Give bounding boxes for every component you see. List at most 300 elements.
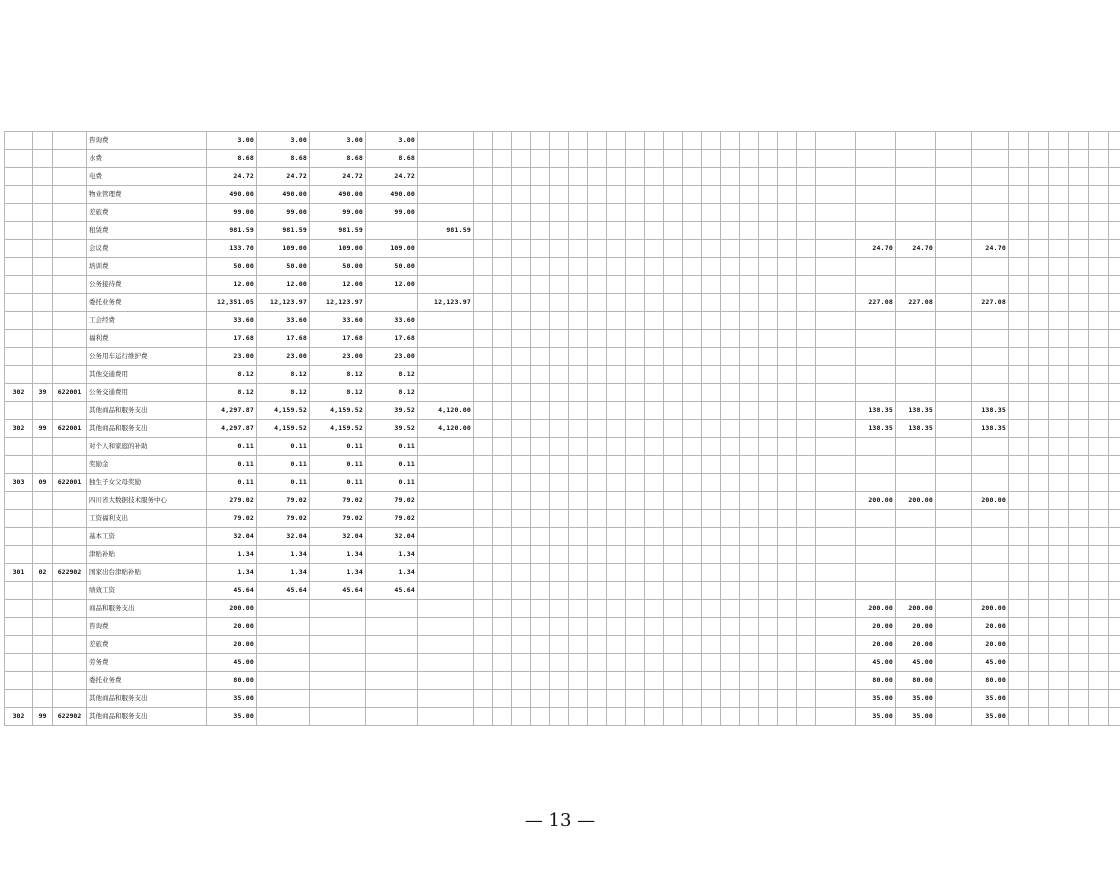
amount-cell xyxy=(512,276,531,294)
amount-cell xyxy=(721,132,740,150)
amount-cell xyxy=(1089,186,1109,204)
amount-cell xyxy=(550,186,569,204)
amount-cell xyxy=(474,330,493,348)
amount-cell xyxy=(664,582,683,600)
amount-cell xyxy=(418,690,474,708)
class-code-cell xyxy=(5,402,33,420)
amount-cell xyxy=(759,438,778,456)
unit-code-cell xyxy=(53,294,87,312)
amount-cell xyxy=(1109,150,1120,168)
amount-cell xyxy=(531,492,550,510)
unit-code-cell xyxy=(53,654,87,672)
amount-cell: 50.00 xyxy=(207,258,257,276)
amount-cell xyxy=(1029,456,1049,474)
amount-cell: 1.34 xyxy=(207,564,257,582)
amount-cell: 12.00 xyxy=(310,276,366,294)
amount-cell xyxy=(856,510,896,528)
budget-table-body xyxy=(5,132,1120,726)
amount-cell xyxy=(721,636,740,654)
amount-cell xyxy=(1009,456,1029,474)
amount-cell: 0.11 xyxy=(366,438,418,456)
amount-cell xyxy=(778,564,797,582)
amount-cell xyxy=(531,690,550,708)
amount-cell: 279.02 xyxy=(207,492,257,510)
amount-cell xyxy=(1049,348,1069,366)
amount-cell xyxy=(512,654,531,672)
amount-cell xyxy=(936,168,972,186)
amount-cell xyxy=(1049,186,1069,204)
amount-cell xyxy=(797,618,816,636)
unit-code-cell xyxy=(53,600,87,618)
amount-cell: 50.00 xyxy=(257,258,310,276)
item-name-cell: 其他商品和服务支出 xyxy=(87,690,207,708)
amount-cell xyxy=(569,348,588,366)
amount-cell xyxy=(474,240,493,258)
amount-cell xyxy=(1009,168,1029,186)
amount-cell xyxy=(418,204,474,222)
amount-cell xyxy=(721,330,740,348)
amount-cell xyxy=(721,276,740,294)
amount-cell xyxy=(936,258,972,276)
amount-cell xyxy=(1029,618,1049,636)
amount-cell: 12.00 xyxy=(207,276,257,294)
amount-cell xyxy=(1109,420,1120,438)
amount-cell xyxy=(588,528,607,546)
amount-cell xyxy=(1029,546,1049,564)
amount-cell xyxy=(531,654,550,672)
amount-cell xyxy=(531,294,550,312)
amount-cell xyxy=(1009,240,1029,258)
amount-cell xyxy=(1049,528,1069,546)
amount-cell xyxy=(683,618,702,636)
item-code-cell xyxy=(33,654,53,672)
amount-cell xyxy=(607,150,626,168)
amount-cell xyxy=(1049,150,1069,168)
amount-cell xyxy=(1089,348,1109,366)
amount-cell xyxy=(936,546,972,564)
amount-cell xyxy=(702,456,721,474)
amount-cell xyxy=(972,204,1009,222)
amount-cell xyxy=(797,546,816,564)
amount-cell xyxy=(816,348,856,366)
amount-cell xyxy=(972,186,1009,204)
amount-cell: 981.59 xyxy=(207,222,257,240)
amount-cell xyxy=(972,582,1009,600)
amount-cell: 4,120.00 xyxy=(418,402,474,420)
amount-cell: 1.34 xyxy=(257,564,310,582)
amount-cell: 12,123.97 xyxy=(418,294,474,312)
amount-cell: 981.59 xyxy=(418,222,474,240)
amount-cell xyxy=(759,348,778,366)
amount-cell: 12.00 xyxy=(257,276,310,294)
amount-cell xyxy=(1029,492,1049,510)
amount-cell xyxy=(721,204,740,222)
amount-cell xyxy=(778,276,797,294)
amount-cell xyxy=(1069,240,1089,258)
amount-cell xyxy=(531,204,550,222)
amount-cell: 109.00 xyxy=(257,240,310,258)
amount-cell: 79.02 xyxy=(366,492,418,510)
amount-cell xyxy=(778,546,797,564)
amount-cell xyxy=(797,366,816,384)
amount-cell xyxy=(1109,222,1120,240)
amount-cell xyxy=(626,366,645,384)
amount-cell xyxy=(1009,474,1029,492)
amount-cell: 45.64 xyxy=(207,582,257,600)
amount-cell xyxy=(896,168,936,186)
amount-cell xyxy=(257,600,310,618)
item-code-cell: 02 xyxy=(33,564,53,582)
amount-cell xyxy=(702,168,721,186)
amount-cell xyxy=(531,456,550,474)
amount-cell xyxy=(418,132,474,150)
amount-cell: 99.00 xyxy=(310,204,366,222)
amount-cell xyxy=(936,510,972,528)
amount-cell xyxy=(550,708,569,726)
amount-cell xyxy=(1049,384,1069,402)
amount-cell xyxy=(366,708,418,726)
amount-cell xyxy=(645,258,664,276)
amount-cell xyxy=(588,186,607,204)
amount-cell xyxy=(778,402,797,420)
amount-cell: 200.00 xyxy=(896,600,936,618)
amount-cell xyxy=(1109,240,1120,258)
amount-cell xyxy=(607,564,626,582)
amount-cell xyxy=(493,222,512,240)
amount-cell xyxy=(972,330,1009,348)
amount-cell xyxy=(257,672,310,690)
amount-cell: 35.00 xyxy=(207,708,257,726)
amount-cell xyxy=(607,600,626,618)
amount-cell xyxy=(702,654,721,672)
amount-cell: 490.00 xyxy=(207,186,257,204)
amount-cell xyxy=(645,456,664,474)
amount-cell xyxy=(816,546,856,564)
amount-cell xyxy=(257,618,310,636)
amount-cell xyxy=(1109,492,1120,510)
amount-cell xyxy=(740,366,759,384)
unit-code-cell: 622001 xyxy=(53,384,87,402)
amount-cell xyxy=(856,186,896,204)
amount-cell xyxy=(664,672,683,690)
amount-cell xyxy=(493,690,512,708)
amount-cell xyxy=(550,510,569,528)
amount-cell xyxy=(512,348,531,366)
amount-cell xyxy=(512,546,531,564)
amount-cell: 4,159.52 xyxy=(257,420,310,438)
amount-cell: 17.68 xyxy=(366,330,418,348)
amount-cell xyxy=(1009,294,1029,312)
table-row xyxy=(5,564,1120,582)
amount-cell xyxy=(856,384,896,402)
amount-cell xyxy=(1049,654,1069,672)
amount-cell xyxy=(1069,294,1089,312)
amount-cell xyxy=(1029,528,1049,546)
amount-cell xyxy=(702,132,721,150)
amount-cell: 45.00 xyxy=(896,654,936,672)
amount-cell xyxy=(645,168,664,186)
amount-cell xyxy=(1109,258,1120,276)
amount-cell xyxy=(645,348,664,366)
amount-cell xyxy=(569,654,588,672)
amount-cell: 17.68 xyxy=(257,330,310,348)
amount-cell xyxy=(531,474,550,492)
amount-cell xyxy=(936,492,972,510)
amount-cell xyxy=(896,348,936,366)
amount-cell xyxy=(474,312,493,330)
amount-cell xyxy=(759,402,778,420)
amount-cell xyxy=(531,438,550,456)
amount-cell xyxy=(418,258,474,276)
class-code-cell xyxy=(5,672,33,690)
table-row xyxy=(5,618,1120,636)
item-name-cell: 差旅费 xyxy=(87,636,207,654)
amount-cell xyxy=(607,258,626,276)
amount-cell xyxy=(1109,600,1120,618)
class-code-cell xyxy=(5,150,33,168)
amount-cell xyxy=(493,618,512,636)
amount-cell xyxy=(1009,528,1029,546)
amount-cell xyxy=(936,618,972,636)
amount-cell xyxy=(1069,168,1089,186)
amount-cell xyxy=(1069,312,1089,330)
table-row xyxy=(5,600,1120,618)
amount-cell xyxy=(1069,204,1089,222)
amount-cell xyxy=(569,420,588,438)
amount-cell xyxy=(569,456,588,474)
amount-cell: 0.11 xyxy=(257,438,310,456)
unit-code-cell xyxy=(53,456,87,474)
amount-cell xyxy=(626,564,645,582)
amount-cell xyxy=(683,222,702,240)
amount-cell xyxy=(474,600,493,618)
amount-cell xyxy=(759,240,778,258)
amount-cell: 0.11 xyxy=(366,456,418,474)
amount-cell xyxy=(474,690,493,708)
amount-cell xyxy=(778,438,797,456)
amount-cell xyxy=(366,672,418,690)
item-code-cell xyxy=(33,546,53,564)
amount-cell xyxy=(702,222,721,240)
item-name-cell: 其他商品和服务支出 xyxy=(87,420,207,438)
amount-cell xyxy=(1009,384,1029,402)
amount-cell xyxy=(972,438,1009,456)
amount-cell xyxy=(531,186,550,204)
amount-cell xyxy=(569,258,588,276)
amount-cell xyxy=(721,546,740,564)
amount-cell xyxy=(1009,438,1029,456)
amount-cell xyxy=(418,618,474,636)
amount-cell xyxy=(778,222,797,240)
class-code-cell xyxy=(5,546,33,564)
amount-cell xyxy=(493,402,512,420)
amount-cell xyxy=(1089,240,1109,258)
amount-cell xyxy=(1089,474,1109,492)
amount-cell xyxy=(778,168,797,186)
amount-cell xyxy=(493,294,512,312)
amount-cell: 50.00 xyxy=(366,258,418,276)
amount-cell xyxy=(664,348,683,366)
amount-cell xyxy=(550,312,569,330)
amount-cell xyxy=(626,672,645,690)
amount-cell xyxy=(1029,276,1049,294)
amount-cell xyxy=(418,384,474,402)
table-row xyxy=(5,384,1120,402)
amount-cell xyxy=(531,150,550,168)
amount-cell xyxy=(1009,150,1029,168)
amount-cell xyxy=(1109,546,1120,564)
amount-cell: 200.00 xyxy=(856,492,896,510)
amount-cell xyxy=(896,456,936,474)
amount-cell: 35.00 xyxy=(972,690,1009,708)
amount-cell xyxy=(1049,420,1069,438)
unit-code-cell xyxy=(53,618,87,636)
amount-cell xyxy=(721,240,740,258)
amount-cell xyxy=(512,168,531,186)
unit-code-cell xyxy=(53,276,87,294)
amount-cell xyxy=(702,564,721,582)
amount-cell xyxy=(607,438,626,456)
class-code-cell xyxy=(5,618,33,636)
amount-cell xyxy=(569,150,588,168)
amount-cell xyxy=(683,294,702,312)
amount-cell xyxy=(896,186,936,204)
amount-cell xyxy=(626,654,645,672)
amount-cell xyxy=(702,474,721,492)
unit-code-cell xyxy=(53,330,87,348)
amount-cell xyxy=(418,348,474,366)
amount-cell xyxy=(896,150,936,168)
amount-cell: 8.12 xyxy=(207,384,257,402)
amount-cell xyxy=(607,168,626,186)
amount-cell xyxy=(683,420,702,438)
class-code-cell xyxy=(5,312,33,330)
item-code-cell xyxy=(33,222,53,240)
table-row xyxy=(5,456,1120,474)
amount-cell: 0.11 xyxy=(310,438,366,456)
amount-cell xyxy=(702,312,721,330)
amount-cell xyxy=(418,636,474,654)
amount-cell xyxy=(683,276,702,294)
amount-cell xyxy=(1009,348,1029,366)
amount-cell xyxy=(1049,222,1069,240)
amount-cell xyxy=(550,654,569,672)
amount-cell xyxy=(664,240,683,258)
amount-cell xyxy=(512,672,531,690)
amount-cell xyxy=(1049,564,1069,582)
amount-cell xyxy=(607,492,626,510)
amount-cell xyxy=(607,240,626,258)
amount-cell xyxy=(626,492,645,510)
amount-cell xyxy=(856,528,896,546)
amount-cell xyxy=(1029,258,1049,276)
amount-cell xyxy=(797,276,816,294)
amount-cell xyxy=(1029,420,1049,438)
item-name-cell: 咨询费 xyxy=(87,132,207,150)
amount-cell xyxy=(1089,438,1109,456)
amount-cell xyxy=(588,222,607,240)
amount-cell: 8.68 xyxy=(366,150,418,168)
amount-cell xyxy=(683,528,702,546)
amount-cell xyxy=(645,492,664,510)
amount-cell xyxy=(366,294,418,312)
amount-cell xyxy=(759,222,778,240)
amount-cell xyxy=(474,150,493,168)
amount-cell xyxy=(1029,402,1049,420)
amount-cell: 35.00 xyxy=(896,708,936,726)
amount-cell: 24.70 xyxy=(856,240,896,258)
amount-cell xyxy=(683,204,702,222)
amount-cell: 45.00 xyxy=(856,654,896,672)
amount-cell xyxy=(493,204,512,222)
amount-cell xyxy=(1089,294,1109,312)
item-code-cell xyxy=(33,600,53,618)
amount-cell xyxy=(588,546,607,564)
amount-cell xyxy=(569,636,588,654)
amount-cell xyxy=(512,330,531,348)
item-name-cell: 其他商品和服务支出 xyxy=(87,402,207,420)
item-name-cell: 咨询费 xyxy=(87,618,207,636)
amount-cell xyxy=(1049,492,1069,510)
amount-cell xyxy=(531,330,550,348)
amount-cell xyxy=(588,456,607,474)
amount-cell xyxy=(702,438,721,456)
amount-cell xyxy=(531,276,550,294)
amount-cell xyxy=(645,276,664,294)
table-row xyxy=(5,312,1120,330)
amount-cell xyxy=(896,384,936,402)
amount-cell xyxy=(896,204,936,222)
amount-cell xyxy=(683,438,702,456)
amount-cell xyxy=(626,420,645,438)
amount-cell xyxy=(797,312,816,330)
amount-cell xyxy=(474,168,493,186)
class-code-cell: 302 xyxy=(5,420,33,438)
amount-cell xyxy=(664,330,683,348)
amount-cell xyxy=(759,528,778,546)
amount-cell xyxy=(740,618,759,636)
amount-cell xyxy=(607,186,626,204)
amount-cell xyxy=(702,618,721,636)
amount-cell xyxy=(702,294,721,312)
amount-cell xyxy=(740,654,759,672)
amount-cell xyxy=(797,690,816,708)
amount-cell xyxy=(972,258,1009,276)
amount-cell xyxy=(531,528,550,546)
amount-cell: 1.34 xyxy=(257,546,310,564)
amount-cell xyxy=(778,528,797,546)
amount-cell xyxy=(1049,546,1069,564)
amount-cell: 17.68 xyxy=(207,330,257,348)
amount-cell: 32.04 xyxy=(207,528,257,546)
amount-cell xyxy=(740,222,759,240)
amount-cell xyxy=(569,438,588,456)
amount-cell xyxy=(512,474,531,492)
amount-cell xyxy=(531,222,550,240)
item-code-cell xyxy=(33,528,53,546)
item-code-cell xyxy=(33,366,53,384)
amount-cell xyxy=(1089,204,1109,222)
amount-cell xyxy=(1089,654,1109,672)
amount-cell xyxy=(972,456,1009,474)
amount-cell xyxy=(702,690,721,708)
amount-cell xyxy=(664,708,683,726)
amount-cell xyxy=(1069,564,1089,582)
amount-cell xyxy=(856,258,896,276)
amount-cell xyxy=(474,564,493,582)
amount-cell xyxy=(569,132,588,150)
amount-cell xyxy=(759,582,778,600)
